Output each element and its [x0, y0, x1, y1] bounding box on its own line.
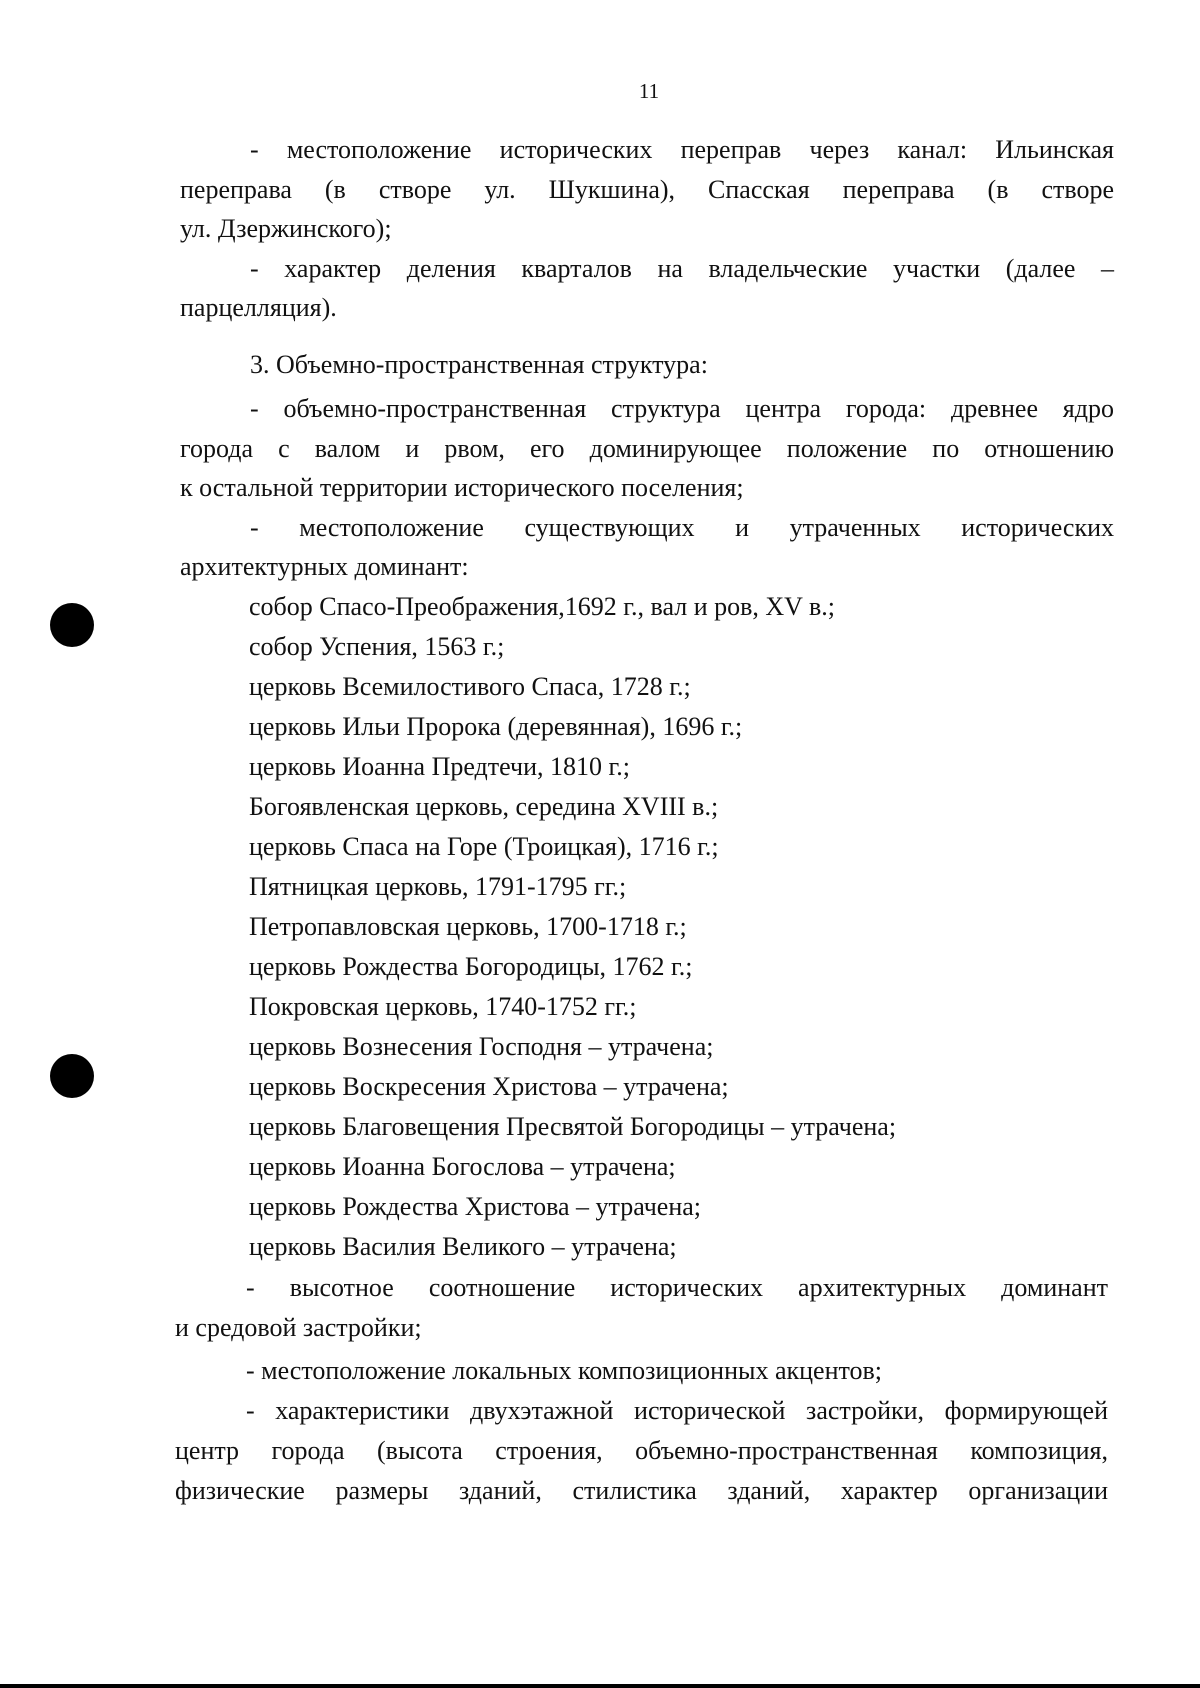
list-item: церковь Благовещения Пресвятой Богородицы – утрачена;: [249, 1112, 897, 1141]
paragraph-line: - местоположение локальных композиционных акцентов;: [246, 1356, 883, 1385]
scan-edge: [0, 1684, 1200, 1688]
list-item: церковь Рождества Богородицы, 1762 г.;: [249, 952, 693, 981]
paragraph-line: парцелляция).: [180, 293, 337, 322]
paragraph-line: - местоположение исторических переправ через канал: Ильинская: [250, 135, 1114, 164]
paragraph-line: - местоположение существующих и утраченных исторических: [250, 513, 1114, 542]
paragraph-line: - характер деления кварталов на владельческие участки (далее –: [250, 254, 1114, 283]
list-item: собор Успения, 1563 г.;: [249, 632, 505, 661]
list-item: церковь Ильи Пророка (деревянная), 1696 г.;: [249, 712, 743, 741]
paragraph-line: физические размеры зданий, стилистика зданий, характер организации: [175, 1476, 1108, 1505]
paragraph-line: - характеристики двухэтажной исторической застройки, формирующей: [246, 1396, 1108, 1425]
list-item: Богоявленская церковь, середина XVIII в.;: [249, 792, 719, 821]
paragraph-line: ул. Дзержинского);: [180, 214, 392, 243]
list-item: Покровская церковь, 1740-1752 гг.;: [249, 992, 637, 1021]
list-item: церковь Вознесения Господня – утрачена;: [249, 1032, 714, 1061]
list-item: церковь Иоанна Предтечи, 1810 г.;: [249, 752, 630, 781]
list-item: церковь Всемилостивого Спаса, 1728 г.;: [249, 672, 691, 701]
paragraph-line: архитектурных доминант:: [180, 552, 469, 581]
paragraph-line: и средовой застройки;: [175, 1313, 422, 1342]
list-item: церковь Иоанна Богослова – утрачена;: [249, 1152, 676, 1181]
list-item: Пятницкая церковь, 1791-1795 гг.;: [249, 872, 627, 901]
section-heading: 3. Объемно-пространственная структура:: [250, 350, 708, 379]
list-item: церковь Рождества Христова – утрачена;: [249, 1192, 702, 1221]
paragraph-line: - объемно-пространственная структура центра города: древнее ядро: [250, 394, 1114, 423]
paragraph-line: города с валом и рвом, его доминирующее положение по отношению: [180, 434, 1114, 463]
list-item: церковь Воскресения Христова – утрачена;: [249, 1072, 729, 1101]
paragraph-line: к остальной территории исторического поселения;: [180, 473, 744, 502]
paragraph-line: - высотное соотношение исторических архитектурных доминант: [246, 1273, 1108, 1302]
list-item: собор Спасо-Преображения,1692 г., вал и ров, XV в.;: [249, 592, 835, 621]
paragraph-line: центр города (высота строения, объемно-пространственная композиция,: [175, 1436, 1108, 1465]
punch-hole: [50, 1054, 94, 1098]
paragraph-line: переправа (в створе ул. Шукшина), Спасская переправа (в створе: [180, 175, 1114, 204]
page-number: 11: [638, 79, 660, 103]
list-item: церковь Василия Великого – утрачена;: [249, 1232, 677, 1261]
list-item: Петропавловская церковь, 1700-1718 г.;: [249, 912, 687, 941]
punch-hole: [50, 603, 94, 647]
list-item: церковь Спаса на Горе (Троицкая), 1716 г.;: [249, 832, 719, 861]
